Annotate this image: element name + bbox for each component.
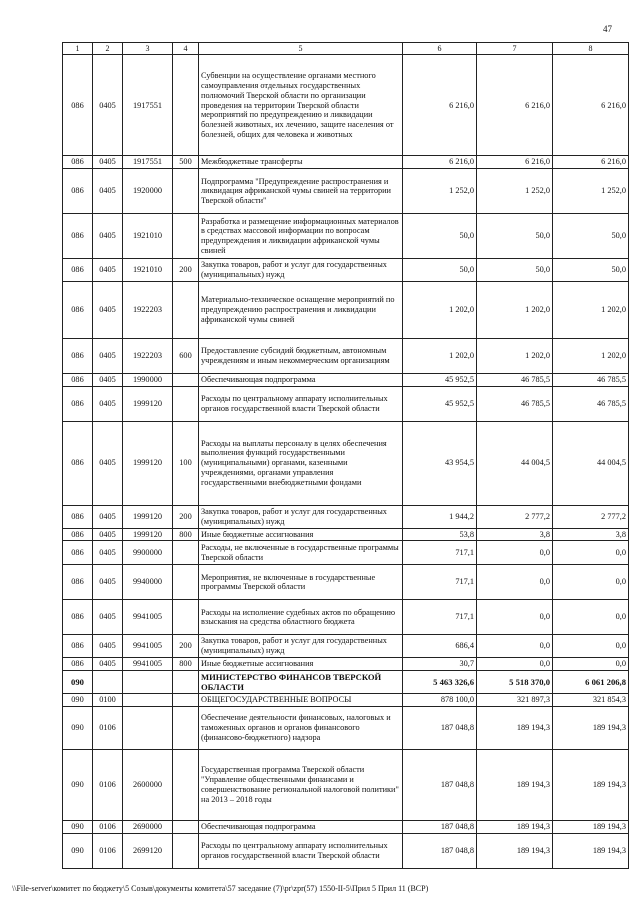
description-cell: Государственная программа Тверской области "Управление общественными финансами и совершенствование региональной налоговой политики" на 2013 – 2018 годы: [199, 749, 403, 820]
expense-type-cell: 500: [173, 156, 199, 169]
table-row: [63, 214, 629, 259]
section-code-cell: 0100: [93, 693, 123, 706]
amount-year3-cell: 0,0: [553, 657, 629, 670]
expense-type-cell: [173, 373, 199, 386]
amount-year1-cell: 1 252,0: [403, 169, 477, 214]
amount-year2-cell: 5 518 370,0: [477, 670, 553, 693]
target-article-cell: 9900000: [123, 541, 173, 565]
amount-year1-cell: 30,7: [403, 657, 477, 670]
expense-type-cell: 200: [173, 259, 199, 282]
description-cell: Подпрограмма "Предупреждение распространения и ликвидация африканской чумы свиней на территории Тверской области": [199, 169, 403, 214]
amount-year1-cell: 45 952,5: [403, 386, 477, 421]
expense-type-cell: [173, 706, 199, 749]
amount-year3-cell: 189 194,3: [553, 833, 629, 868]
amount-year1-cell: 878 100,0: [403, 693, 477, 706]
header-cell: 7: [477, 43, 553, 55]
target-article-cell: 1999120: [123, 421, 173, 505]
expense-type-cell: [173, 281, 199, 338]
description-cell: Межбюджетные трансферты: [199, 156, 403, 169]
amount-year2-cell: 189 194,3: [477, 820, 553, 833]
header-cell: 6: [403, 43, 477, 55]
amount-year3-cell: 0,0: [553, 635, 629, 658]
target-article-cell: 9941005: [123, 600, 173, 635]
section-code-cell: 0405: [93, 386, 123, 421]
expense-type-cell: [173, 749, 199, 820]
amount-year3-cell: 189 194,3: [553, 820, 629, 833]
table-body: [63, 55, 629, 868]
grbs-code-cell: 086: [63, 281, 93, 338]
amount-year2-cell: 0,0: [477, 541, 553, 565]
amount-year2-cell: 189 194,3: [477, 706, 553, 749]
expense-type-cell: [173, 565, 199, 600]
amount-year3-cell: 1 202,0: [553, 281, 629, 338]
description-cell: Расходы, не включенные в государственные программы Тверской области: [199, 541, 403, 565]
amount-year1-cell: 717,1: [403, 541, 477, 565]
header-cell: 2: [93, 43, 123, 55]
grbs-code-cell: 086: [63, 55, 93, 156]
amount-year3-cell: 6 216,0: [553, 55, 629, 156]
expense-type-cell: 200: [173, 505, 199, 528]
amount-year2-cell: 1 252,0: [477, 169, 553, 214]
description-cell: МИНИСТЕРСТВО ФИНАНСОВ ТВЕРСКОЙ ОБЛАСТИ: [199, 670, 403, 693]
expense-type-cell: 200: [173, 635, 199, 658]
target-article-cell: 9941005: [123, 657, 173, 670]
amount-year2-cell: 6 216,0: [477, 156, 553, 169]
amount-year1-cell: 187 048,8: [403, 706, 477, 749]
amount-year1-cell: 1 202,0: [403, 281, 477, 338]
target-article-cell: 2699120: [123, 833, 173, 868]
expense-type-cell: 800: [173, 528, 199, 541]
expense-type-cell: [173, 820, 199, 833]
amount-year1-cell: 717,1: [403, 600, 477, 635]
target-article-cell: 1922203: [123, 281, 173, 338]
table-row: [63, 156, 629, 169]
header-cell: 4: [173, 43, 199, 55]
amount-year3-cell: 6 061 206,8: [553, 670, 629, 693]
grbs-code-cell: 086: [63, 565, 93, 600]
amount-year1-cell: 50,0: [403, 259, 477, 282]
section-code-cell: 0405: [93, 541, 123, 565]
section-code-cell: 0405: [93, 281, 123, 338]
amount-year2-cell: 0,0: [477, 565, 553, 600]
description-cell: Расходы по центральному аппарату исполнительных органов государственной власти Тверской области: [199, 386, 403, 421]
amount-year2-cell: 3,8: [477, 528, 553, 541]
section-code-cell: 0405: [93, 169, 123, 214]
target-article-cell: 2600000: [123, 749, 173, 820]
grbs-code-cell: 086: [63, 214, 93, 259]
target-article-cell: [123, 670, 173, 693]
table-row: [63, 706, 629, 749]
section-code-cell: 0405: [93, 528, 123, 541]
grbs-code-cell: 086: [63, 421, 93, 505]
amount-year1-cell: 686,4: [403, 635, 477, 658]
target-article-cell: [123, 693, 173, 706]
description-cell: Расходы на исполнение судебных актов по обращению взыскания на средства областного бюджета: [199, 600, 403, 635]
grbs-code-cell: 090: [63, 820, 93, 833]
amount-year2-cell: 0,0: [477, 657, 553, 670]
section-code-cell: 0405: [93, 259, 123, 282]
table-row: [63, 338, 629, 373]
amount-year1-cell: 6 216,0: [403, 156, 477, 169]
expense-type-cell: 800: [173, 657, 199, 670]
amount-year3-cell: 1 252,0: [553, 169, 629, 214]
amount-year2-cell: 0,0: [477, 600, 553, 635]
amount-year1-cell: 45 952,5: [403, 373, 477, 386]
description-cell: Закупка товаров, работ и услуг для государственных (муниципальных) нужд: [199, 635, 403, 658]
table-row: [63, 541, 629, 565]
section-code-cell: 0405: [93, 657, 123, 670]
expense-type-cell: [173, 169, 199, 214]
amount-year2-cell: 2 777,2: [477, 505, 553, 528]
amount-year1-cell: 53,8: [403, 528, 477, 541]
amount-year3-cell: 189 194,3: [553, 706, 629, 749]
section-code-cell: 0405: [93, 373, 123, 386]
target-article-cell: 1999120: [123, 528, 173, 541]
section-code-cell: 0405: [93, 421, 123, 505]
amount-year3-cell: 6 216,0: [553, 156, 629, 169]
page-number: 47: [603, 24, 612, 34]
expense-type-cell: [173, 600, 199, 635]
target-article-cell: 1999120: [123, 386, 173, 421]
expense-type-cell: [173, 693, 199, 706]
table-row: [63, 635, 629, 658]
header-cell: 1: [63, 43, 93, 55]
amount-year3-cell: 0,0: [553, 600, 629, 635]
expense-type-cell: [173, 55, 199, 156]
target-article-cell: [123, 706, 173, 749]
target-article-cell: 9941005: [123, 635, 173, 658]
file-path-footer: \\File-server\комитет по бюджету\5 Созыв\документы комитета\57 заседание (7)\pr\zpr(57) 1550-II-5\Прил 5 Прил 11 (ВСР): [12, 884, 429, 893]
section-code-cell: 0405: [93, 156, 123, 169]
description-cell: Предоставление субсидий бюджетным, автономным учреждениям и иным некоммерческим организациям: [199, 338, 403, 373]
grbs-code-cell: 086: [63, 635, 93, 658]
table-row: [63, 670, 629, 693]
amount-year3-cell: 2 777,2: [553, 505, 629, 528]
description-cell: Закупка товаров, работ и услуг для государственных (муниципальных) нужд: [199, 505, 403, 528]
amount-year2-cell: 0,0: [477, 635, 553, 658]
section-code-cell: [93, 670, 123, 693]
grbs-code-cell: 086: [63, 259, 93, 282]
grbs-code-cell: 086: [63, 657, 93, 670]
amount-year1-cell: 50,0: [403, 214, 477, 259]
target-article-cell: 1999120: [123, 505, 173, 528]
amount-year1-cell: 6 216,0: [403, 55, 477, 156]
description-cell: Расходы по центральному аппарату исполнительных органов государственной власти Тверской области: [199, 833, 403, 868]
amount-year2-cell: 1 202,0: [477, 281, 553, 338]
target-article-cell: 1920000: [123, 169, 173, 214]
grbs-code-cell: 086: [63, 386, 93, 421]
section-code-cell: 0405: [93, 565, 123, 600]
amount-year3-cell: 0,0: [553, 565, 629, 600]
amount-year3-cell: 50,0: [553, 214, 629, 259]
target-article-cell: 1990000: [123, 373, 173, 386]
description-cell: Мероприятия, не включенные в государственные программы Тверской области: [199, 565, 403, 600]
description-cell: Иные бюджетные ассигнования: [199, 657, 403, 670]
description-cell: ОБЩЕГОСУДАРСТВЕННЫЕ ВОПРОСЫ: [199, 693, 403, 706]
expense-type-cell: [173, 386, 199, 421]
section-code-cell: 0106: [93, 706, 123, 749]
grbs-code-cell: 090: [63, 670, 93, 693]
description-cell: Обеспечение деятельности финансовых, налоговых и таможенных органов и органов финансового (финансово-бюджетного) надзора: [199, 706, 403, 749]
grbs-code-cell: 086: [63, 505, 93, 528]
grbs-code-cell: 090: [63, 749, 93, 820]
table-row: [63, 565, 629, 600]
target-article-cell: 9940000: [123, 565, 173, 600]
amount-year1-cell: 1 944,2: [403, 505, 477, 528]
expense-type-cell: 100: [173, 421, 199, 505]
table-row: [63, 386, 629, 421]
amount-year1-cell: 717,1: [403, 565, 477, 600]
table-row: [63, 373, 629, 386]
amount-year2-cell: 6 216,0: [477, 55, 553, 156]
description-cell: Обеспечивающая подпрограмма: [199, 820, 403, 833]
grbs-code-cell: 090: [63, 833, 93, 868]
amount-year3-cell: 3,8: [553, 528, 629, 541]
grbs-code-cell: 090: [63, 706, 93, 749]
amount-year2-cell: 44 004,5: [477, 421, 553, 505]
amount-year2-cell: 46 785,5: [477, 373, 553, 386]
amount-year3-cell: 1 202,0: [553, 338, 629, 373]
table-row: [63, 833, 629, 868]
table-row: [63, 259, 629, 282]
amount-year3-cell: 189 194,3: [553, 749, 629, 820]
amount-year1-cell: 187 048,8: [403, 833, 477, 868]
section-code-cell: 0405: [93, 55, 123, 156]
section-code-cell: 0405: [93, 600, 123, 635]
amount-year1-cell: 1 202,0: [403, 338, 477, 373]
amount-year2-cell: 50,0: [477, 259, 553, 282]
target-article-cell: 1917551: [123, 55, 173, 156]
amount-year2-cell: 50,0: [477, 214, 553, 259]
amount-year3-cell: 46 785,5: [553, 386, 629, 421]
section-code-cell: 0106: [93, 749, 123, 820]
grbs-code-cell: 086: [63, 338, 93, 373]
grbs-code-cell: 090: [63, 693, 93, 706]
description-cell: Расходы на выплаты персоналу в целях обеспечения выполнения функций государственными (муниципальными) органами, казенными учреждениями, органами управления государственными внебюджетными фондами: [199, 421, 403, 505]
amount-year1-cell: 187 048,8: [403, 820, 477, 833]
table-row: [63, 281, 629, 338]
grbs-code-cell: 086: [63, 541, 93, 565]
amount-year2-cell: 189 194,3: [477, 749, 553, 820]
amount-year3-cell: 321 854,3: [553, 693, 629, 706]
description-cell: Закупка товаров, работ и услуг для государственных (муниципальных) нужд: [199, 259, 403, 282]
grbs-code-cell: 086: [63, 169, 93, 214]
amount-year1-cell: 5 463 326,6: [403, 670, 477, 693]
target-article-cell: 1917551: [123, 156, 173, 169]
table-row: [63, 693, 629, 706]
section-code-cell: 0106: [93, 833, 123, 868]
header-cell: 5: [199, 43, 403, 55]
table-row: [63, 169, 629, 214]
amount-year3-cell: 44 004,5: [553, 421, 629, 505]
table-row: [63, 505, 629, 528]
header-row: [63, 43, 629, 55]
amount-year2-cell: 46 785,5: [477, 386, 553, 421]
section-code-cell: 0405: [93, 214, 123, 259]
expense-type-cell: [173, 541, 199, 565]
description-cell: Субвенции на осуществление органами местного самоуправления отдельных государственных полномочий Тверской области по организации проведения на территории Тверской области мероприятий по предупреждению и ликвидации болезней животных, их лечению, защите населения от болезней, общих для человека и животных: [199, 55, 403, 156]
target-article-cell: 1921010: [123, 259, 173, 282]
grbs-code-cell: 086: [63, 156, 93, 169]
table-row: [63, 600, 629, 635]
section-code-cell: 0405: [93, 338, 123, 373]
target-article-cell: 1921010: [123, 214, 173, 259]
amount-year3-cell: 0,0: [553, 541, 629, 565]
grbs-code-cell: 086: [63, 373, 93, 386]
amount-year2-cell: 189 194,3: [477, 833, 553, 868]
table-row: [63, 55, 629, 156]
header-cell: 3: [123, 43, 173, 55]
section-code-cell: 0405: [93, 635, 123, 658]
grbs-code-cell: 086: [63, 528, 93, 541]
description-cell: Иные бюджетные ассигнования: [199, 528, 403, 541]
section-code-cell: 0106: [93, 820, 123, 833]
amount-year1-cell: 187 048,8: [403, 749, 477, 820]
expense-type-cell: [173, 214, 199, 259]
table-row: [63, 657, 629, 670]
budget-table: [62, 42, 629, 869]
expense-type-cell: 600: [173, 338, 199, 373]
amount-year1-cell: 43 954,5: [403, 421, 477, 505]
amount-year3-cell: 46 785,5: [553, 373, 629, 386]
description-cell: Материально-техническое оснащение мероприятий по предупреждению распространения и ликвидации африканской чумы свиней: [199, 281, 403, 338]
amount-year3-cell: 50,0: [553, 259, 629, 282]
header-cell: 8: [553, 43, 629, 55]
table-row: [63, 528, 629, 541]
target-article-cell: 1922203: [123, 338, 173, 373]
expense-type-cell: [173, 670, 199, 693]
grbs-code-cell: 086: [63, 600, 93, 635]
amount-year2-cell: 321 897,3: [477, 693, 553, 706]
expense-type-cell: [173, 833, 199, 868]
description-cell: Обеспечивающая подпрограмма: [199, 373, 403, 386]
section-code-cell: 0405: [93, 505, 123, 528]
table-row: [63, 820, 629, 833]
description-cell: Разработка и размещение информационных материалов в средствах массовой информации по вопросам предупреждения и ликвидации африканской чумы свиней: [199, 214, 403, 259]
table-row: [63, 421, 629, 505]
table-row: [63, 749, 629, 820]
amount-year2-cell: 1 202,0: [477, 338, 553, 373]
target-article-cell: 2690000: [123, 820, 173, 833]
